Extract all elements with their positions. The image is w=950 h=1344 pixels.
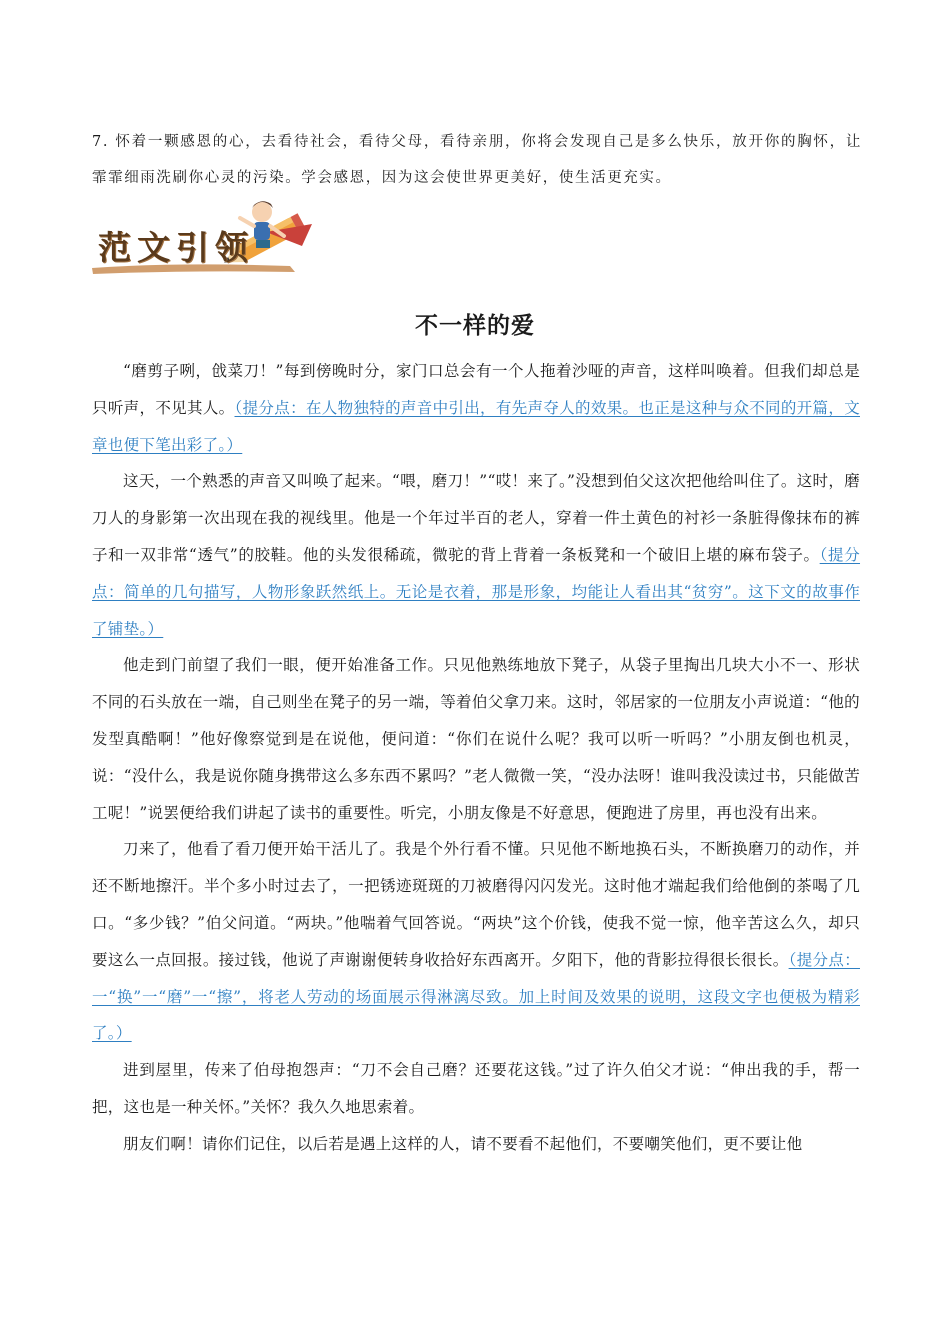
essay-title: 不一样的爱 [415, 313, 535, 339]
paragraph-text: 朋友们啊！请你们记住，以后若是遇上这样的人，请不要看不起他们，不要嘲笑他们，更不要让他 [123, 1134, 803, 1153]
tip-item-7: 7. 怀着一颗感恩的心，去看待社会，看待父母，看待亲朋，你将会发现自己是多么快乐，放开你的胸怀，让霏霏细雨洗刷你心灵的污染。学会感恩，因为这会使世界更美好，使生活更充实。 [92, 134, 862, 186]
paragraph-text: 他走到门前望了我们一眼，便开始准备工作。只见他熟练地放下凳子，从袋子里掏出几块大小不一、形状不同的石头放在一端，自己则坐在凳子的另一端，等着伯父拿刀来。这时，邻居家的一位朋友小声说道：“他的发型真酷啊！”他好像察觉到是在说他，便问道：“你们在说什么呢？我可以听一听吗？”小朋友倒也机灵，说：“没什么，我是说你随身携带这么多东西不累吗？”老人微微一笑，“没办法呀！谁叫我没读过书，只能做苦工呢！”说罢便给我们讲起了读书的重要性。听完，小朋友像是不好意思，便跑进了房里，再也没有出来。 [92, 656, 860, 822]
paragraph-text: 这天，一个熟悉的声音又叫唤了起来。“喂，磨刀！”“哎！来了。”没想到伯父这次把他给叫住了。这时，磨刀人的身影第一次出现在我的视线里。他是一个年过半百的老人，穿着一件土黄色的衬衫一条脏得像抹布的裤子和一双非常“透气”的胶鞋。他的头发很稀疏，微驼的背上背着一条板凳和一个破旧上堪的麻布袋子。 [92, 472, 860, 564]
paragraph-text: 刀来了，他看了看刀便开始干活儿了。我是个外行看不懂。只见他不断地换石头，不断换磨刀的动作，并还不断地擦汗。半个多小时过去了，一把锈迹斑斑的刀被磨得闪闪发光。这时他才端起我们给他倒的茶喝了几口。“多少钱？”伯父问道。“两块。”他喘着气回答说。“两块”这个价钱，使我不觉一惊，他辛苦这么久，却只要这么一点回报。接过钱，他说了声谢谢便转身收拾好东西离开。夕阳下，他的背影拉得很长很长。 [92, 840, 860, 969]
scoring-note: （提分点：简单的几句描写，人物形象跃然纸上。无论是衣着，那是形象，均能让人看出其“贫穷”。这下文的故事作了铺垫。） [92, 545, 861, 638]
essay-paragraph [92, 1126, 860, 1163]
paragraph-text: “磨剪子咧，戗菜刀！”每到傍晚时分，家门口总会有一个人拖着沙哑的声音，这样叫唤着。但我们却总是只听声，不见其人。 [92, 362, 860, 417]
essay-paragraph [92, 463, 860, 647]
essay-paragraph [92, 1052, 860, 1126]
paragraph-text: 进到屋里，传来了伯母抱怨声：“刀不会自己磨？还要花这钱。”过了许久伯父才说：“伸出我的手，帮一把，这也是一种关怀。”关怀？我久久地思索着。 [92, 1061, 860, 1116]
section-banner [90, 196, 335, 282]
scoring-note: （提分点：在人物独特的声音中引出，有先声夺人的效果。也正是这种与众不同的开篇，文章也便下笔出彩了。） [92, 398, 860, 454]
essay-paragraph [92, 353, 860, 463]
section-banner-label: 范文引领 [98, 228, 254, 267]
essay-paragraph [92, 831, 860, 1052]
scoring-note: （提分点：一“换”一“磨”一“擦”，将老人劳动的场面展示得淋漓尽致。加上时间及效果的说明，这段文字也便极为精彩了。） [92, 950, 860, 1043]
essay-paragraph [92, 647, 860, 831]
essay-body [92, 353, 860, 1163]
